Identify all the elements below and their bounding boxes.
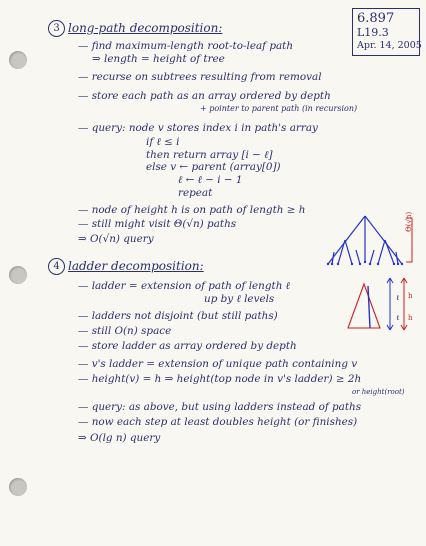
note-line: — still O(n) space bbox=[78, 325, 172, 337]
note-line: — query: as above, but using ladders instead of paths bbox=[78, 401, 362, 413]
note-line: ⇒ O(√n) query bbox=[78, 233, 154, 245]
note-line: — ladders not disjoint (but still paths) bbox=[78, 310, 278, 322]
figure-label-h-top: h bbox=[408, 292, 413, 300]
note-line: — store ladder as array ordered by depth bbox=[78, 340, 297, 352]
code-line: repeat bbox=[178, 187, 213, 199]
note-line: — store each path as an array ordered by depth bbox=[78, 90, 331, 102]
code-line: else v ← parent (array[0]) bbox=[146, 161, 281, 173]
lecture-header-box bbox=[352, 8, 420, 56]
figure-label-sqrt-n: Θ(√n) bbox=[405, 211, 413, 232]
note-line: ⇒ length = height of tree bbox=[92, 53, 225, 65]
section-title-long-path: long-path decomposition: bbox=[68, 21, 223, 35]
note-line: — still might visit Θ(√n) paths bbox=[78, 218, 237, 230]
section-number-3: 3 bbox=[48, 20, 65, 37]
note-line: ⇒ O(lg n) query bbox=[78, 432, 161, 444]
note-line: — recurse on subtrees resulting from removal bbox=[78, 71, 322, 83]
punch-hole bbox=[9, 266, 27, 284]
code-line: ℓ ← ℓ − i − 1 bbox=[178, 174, 243, 186]
figure-label-h-bottom: h bbox=[408, 314, 413, 322]
note-line: — node of height h is on path of length ≥ h bbox=[78, 204, 306, 216]
section-title-ladder: ladder decomposition: bbox=[68, 259, 204, 273]
lecture-date: Apr. 14, 2005 bbox=[357, 40, 422, 51]
punch-hole bbox=[9, 478, 27, 496]
note-line: — now each step at least doubles height (or finishes) bbox=[78, 416, 358, 428]
section-number-4: 4 bbox=[48, 258, 65, 275]
course-number: 6.897 bbox=[357, 11, 395, 26]
code-line: then return array [i − ℓ] bbox=[146, 149, 273, 161]
lecture-number: L19.3 bbox=[357, 26, 389, 39]
note-line: — height(v) = h ⇒ height(top node in v's ladder) ≥ 2h bbox=[78, 373, 362, 385]
note-line: — ladder = extension of path of length ℓ bbox=[78, 280, 291, 292]
note-line: or height(root) bbox=[352, 388, 405, 396]
punch-hole bbox=[9, 51, 27, 69]
ladder-figure bbox=[344, 276, 414, 334]
code-line: if ℓ ≤ i bbox=[146, 136, 180, 148]
note-line: + pointer to parent path (in recursion) bbox=[200, 104, 358, 113]
note-line: — find maximum-length root-to-leaf path bbox=[78, 40, 294, 52]
figure-label-l-lower: ℓ bbox=[396, 314, 400, 322]
note-line: — query: node v stores index i in path's array bbox=[78, 122, 318, 134]
note-line: — v's ladder = extension of unique path containing v bbox=[78, 358, 358, 370]
note-line: up by ℓ levels bbox=[204, 293, 275, 305]
figure-label-l-upper: ℓ bbox=[396, 294, 400, 302]
